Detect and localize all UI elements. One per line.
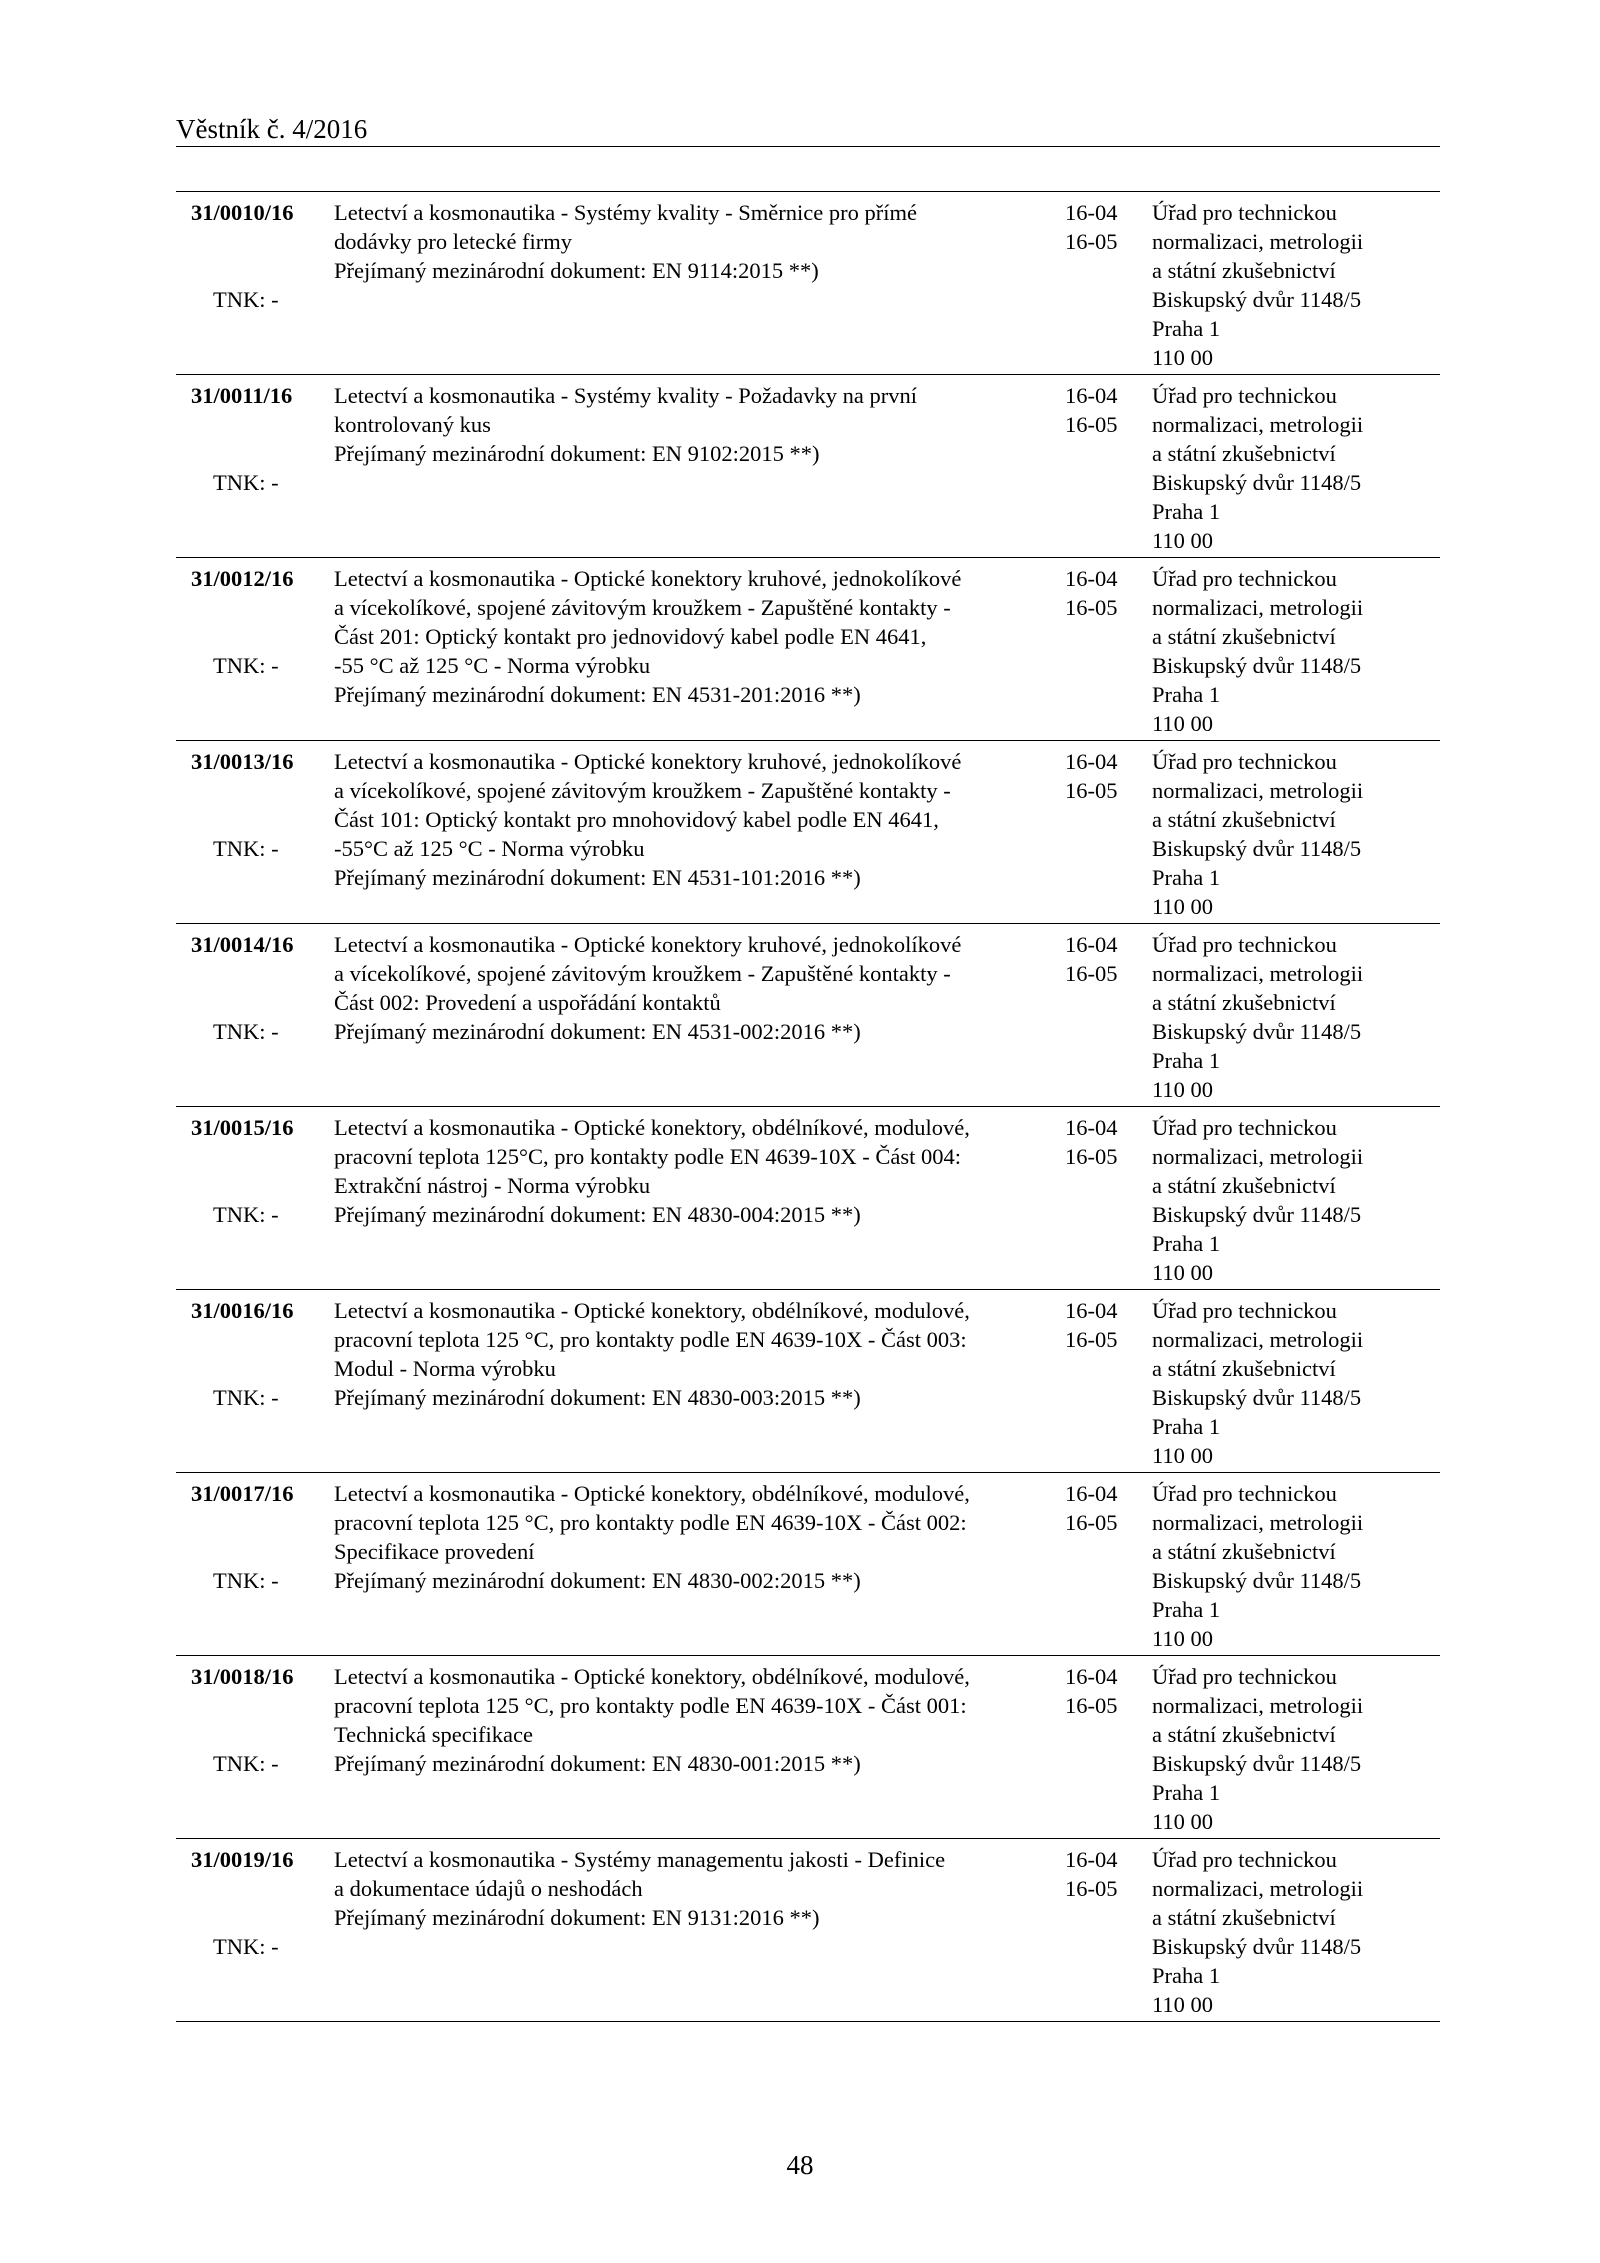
- entry-codes: [1065, 1113, 1118, 1171]
- description-line: dodávky pro letecké firmy: [334, 229, 573, 254]
- office-line: normalizaci, metrologii: [1152, 778, 1364, 803]
- office-line: Úřad pro technickou: [1152, 1847, 1337, 1872]
- office-line: Úřad pro technickou: [1152, 200, 1337, 225]
- entry-description: [334, 564, 1024, 709]
- entry-codes: [1065, 564, 1118, 622]
- standard-entry: [176, 1107, 1440, 1290]
- standard-entry: [176, 1473, 1440, 1656]
- office-line: Biskupský dvůr 1148/5: [1152, 1934, 1362, 1959]
- description-line: Letectví a kosmonautika - Systémy kvality - Směrnice pro přímé: [334, 200, 917, 225]
- office-line: Biskupský dvůr 1148/5: [1152, 1019, 1362, 1044]
- office-line: 110 00: [1152, 528, 1214, 553]
- entry-office-address: [1152, 1662, 1440, 1836]
- office-line: normalizaci, metrologii: [1152, 595, 1364, 620]
- office-line: normalizaci, metrologii: [1152, 1510, 1364, 1535]
- code-line: 16-04: [1065, 1847, 1118, 1872]
- standard-entry: [176, 1839, 1440, 2022]
- code-line: 16-05: [1065, 778, 1118, 803]
- description-line: Přejímaný mezinárodní dokument: EN 9131:2016 **): [334, 1905, 820, 1930]
- description-line: Přejímaný mezinárodní dokument: EN 4830-003:2015 **): [334, 1385, 861, 1410]
- office-line: Úřad pro technickou: [1152, 1298, 1337, 1323]
- office-line: Biskupský dvůr 1148/5: [1152, 287, 1362, 312]
- entry-office-address: [1152, 1113, 1440, 1287]
- office-line: Praha 1: [1152, 1597, 1221, 1622]
- office-line: 110 00: [1152, 1260, 1214, 1285]
- entry-number: 31/0011/16: [191, 383, 293, 408]
- entry-tnk: TNK: -: [213, 470, 279, 495]
- office-line: 110 00: [1152, 1809, 1214, 1834]
- description-line: pracovní teplota 125 °C, pro kontakty podle EN 4639-10X - Část 001:: [334, 1693, 967, 1718]
- entry-description: [334, 1296, 1024, 1412]
- code-line: 16-04: [1065, 1481, 1118, 1506]
- entry-codes: [1065, 198, 1118, 256]
- standards-list: [176, 192, 1440, 2022]
- code-line: 16-04: [1065, 932, 1118, 957]
- entry-tnk: TNK: -: [213, 653, 279, 678]
- entry-description: [334, 381, 1024, 468]
- entry-description: [334, 1113, 1024, 1229]
- entry-number: 31/0017/16: [191, 1481, 294, 1506]
- description-line: Letectví a kosmonautika - Optické konektory kruhové, jednokolíkové: [334, 749, 962, 774]
- office-line: 110 00: [1152, 711, 1214, 736]
- entry-office-address: [1152, 1845, 1440, 2019]
- office-line: Úřad pro technickou: [1152, 749, 1337, 774]
- description-line: Extrakční nástroj - Norma výrobku: [334, 1173, 651, 1198]
- office-line: Praha 1: [1152, 316, 1221, 341]
- entry-description: [334, 1845, 1024, 1932]
- office-line: a státní zkušebnictví: [1152, 624, 1336, 649]
- description-line: Technická specifikace: [334, 1722, 533, 1747]
- description-line: kontrolovaný kus: [334, 412, 491, 437]
- entry-number: 31/0012/16: [191, 566, 294, 591]
- code-line: 16-04: [1065, 749, 1118, 774]
- description-line: pracovní teplota 125 °C, pro kontakty podle EN 4639-10X - Část 003:: [334, 1327, 967, 1352]
- code-line: 16-04: [1065, 566, 1118, 591]
- description-line: a vícekolíkové, spojené závitovým kroužkem - Zapuštěné kontakty -: [334, 961, 951, 986]
- entry-tnk: TNK: -: [213, 1934, 279, 1959]
- description-line: Letectví a kosmonautika - Optické konektory, obdélníkové, modulové,: [334, 1298, 970, 1323]
- code-line: 16-05: [1065, 229, 1118, 254]
- office-line: normalizaci, metrologii: [1152, 412, 1364, 437]
- description-line: a vícekolíkové, spojené závitovým kroužkem - Zapuštěné kontakty -: [334, 778, 951, 803]
- office-line: 110 00: [1152, 1992, 1214, 2017]
- header-title: Věstník č. 4/2016: [176, 114, 368, 144]
- entry-number: 31/0013/16: [191, 749, 294, 774]
- office-line: a státní zkušebnictví: [1152, 1905, 1336, 1930]
- description-line: pracovní teplota 125°C, pro kontakty podle EN 4639-10X - Část 004:: [334, 1144, 962, 1169]
- office-line: Praha 1: [1152, 1414, 1221, 1439]
- standard-entry: [176, 192, 1440, 375]
- entry-number: 31/0019/16: [191, 1847, 294, 1872]
- entry-office-address: [1152, 381, 1440, 555]
- entry-codes: [1065, 930, 1118, 988]
- entry-number: 31/0018/16: [191, 1664, 294, 1689]
- entry-description: [334, 1479, 1024, 1595]
- office-line: 110 00: [1152, 1626, 1214, 1651]
- office-line: Biskupský dvůr 1148/5: [1152, 470, 1362, 495]
- code-line: 16-05: [1065, 1144, 1118, 1169]
- description-line: Přejímaný mezinárodní dokument: EN 4531-101:2016 **): [334, 865, 861, 890]
- office-line: Úřad pro technickou: [1152, 383, 1337, 408]
- code-line: 16-05: [1065, 1876, 1118, 1901]
- page-header: [176, 112, 1440, 147]
- entry-description: [334, 198, 1024, 285]
- office-line: 110 00: [1152, 894, 1214, 919]
- entry-tnk: TNK: -: [213, 836, 279, 861]
- description-line: a vícekolíkové, spojené závitovým kroužkem - Zapuštěné kontakty -: [334, 595, 951, 620]
- entry-description: [334, 930, 1024, 1046]
- entry-tnk: TNK: -: [213, 1019, 279, 1044]
- office-line: Praha 1: [1152, 682, 1221, 707]
- description-line: Přejímaný mezinárodní dokument: EN 4830-001:2015 **): [334, 1751, 861, 1776]
- standard-entry: [176, 924, 1440, 1107]
- entry-codes: [1065, 1662, 1118, 1720]
- standard-entry: [176, 558, 1440, 741]
- code-line: 16-05: [1065, 1510, 1118, 1535]
- office-line: normalizaci, metrologii: [1152, 229, 1364, 254]
- office-line: a státní zkušebnictví: [1152, 1356, 1336, 1381]
- entry-tnk: TNK: -: [213, 1568, 279, 1593]
- standard-entry: [176, 741, 1440, 924]
- description-line: Letectví a kosmonautika - Optické konektory kruhové, jednokolíkové: [334, 932, 962, 957]
- office-line: 110 00: [1152, 1443, 1214, 1468]
- entry-codes: [1065, 747, 1118, 805]
- office-line: Úřad pro technickou: [1152, 932, 1337, 957]
- office-line: Úřad pro technickou: [1152, 1664, 1337, 1689]
- entry-tnk: TNK: -: [213, 1202, 279, 1227]
- office-line: Praha 1: [1152, 1231, 1221, 1256]
- office-line: Biskupský dvůr 1148/5: [1152, 1202, 1362, 1227]
- entry-tnk: TNK: -: [213, 1385, 279, 1410]
- entry-office-address: [1152, 747, 1440, 921]
- description-line: Přejímaný mezinárodní dokument: EN 4531-201:2016 **): [334, 682, 861, 707]
- office-line: a státní zkušebnictví: [1152, 1539, 1336, 1564]
- entry-tnk: TNK: -: [213, 287, 279, 312]
- entry-number: 31/0015/16: [191, 1115, 294, 1140]
- office-line: a státní zkušebnictví: [1152, 441, 1336, 466]
- entry-office-address: [1152, 1296, 1440, 1470]
- description-line: Přejímaný mezinárodní dokument: EN 4830-004:2015 **): [334, 1202, 861, 1227]
- office-line: Praha 1: [1152, 1963, 1221, 1988]
- office-line: Biskupský dvůr 1148/5: [1152, 836, 1362, 861]
- entry-description: [334, 747, 1024, 892]
- description-line: Přejímaný mezinárodní dokument: EN 4531-002:2016 **): [334, 1019, 861, 1044]
- office-line: 110 00: [1152, 345, 1214, 370]
- entry-description: [334, 1662, 1024, 1778]
- office-line: Praha 1: [1152, 1048, 1221, 1073]
- office-line: Praha 1: [1152, 1780, 1221, 1805]
- code-line: 16-04: [1065, 200, 1118, 225]
- description-line: Část 201: Optický kontakt pro jednovidový kabel podle EN 4641,: [334, 624, 927, 649]
- entry-office-address: [1152, 198, 1440, 372]
- description-line: Přejímaný mezinárodní dokument: EN 4830-002:2015 **): [334, 1568, 861, 1593]
- office-line: Biskupský dvůr 1148/5: [1152, 1751, 1362, 1776]
- description-line: Část 101: Optický kontakt pro mnohovidový kabel podle EN 4641,: [334, 807, 939, 832]
- office-line: a státní zkušebnictví: [1152, 1173, 1336, 1198]
- office-line: a státní zkušebnictví: [1152, 807, 1336, 832]
- description-line: -55°C až 125 °C - Norma výrobku: [334, 836, 645, 861]
- office-line: normalizaci, metrologii: [1152, 1693, 1364, 1718]
- description-line: Letectví a kosmonautika - Optické konektory, obdélníkové, modulové,: [334, 1664, 970, 1689]
- description-line: Přejímaný mezinárodní dokument: EN 9102:2015 **): [334, 441, 820, 466]
- description-line: Letectví a kosmonautika - Systémy kvality - Požadavky na první: [334, 383, 917, 408]
- entry-codes: [1065, 1845, 1118, 1903]
- standard-entry: [176, 375, 1440, 558]
- office-line: Biskupský dvůr 1148/5: [1152, 653, 1362, 678]
- description-line: Letectví a kosmonautika - Optické konektory, obdélníkové, modulové,: [334, 1115, 970, 1140]
- code-line: 16-05: [1065, 961, 1118, 986]
- entry-codes: [1065, 381, 1118, 439]
- office-line: Úřad pro technickou: [1152, 1481, 1337, 1506]
- office-line: normalizaci, metrologii: [1152, 1144, 1364, 1169]
- entry-number: 31/0016/16: [191, 1298, 294, 1323]
- code-line: 16-05: [1065, 595, 1118, 620]
- standard-entry: [176, 1290, 1440, 1473]
- code-line: 16-05: [1065, 412, 1118, 437]
- description-line: Specifikace provedení: [334, 1539, 535, 1564]
- code-line: 16-05: [1065, 1327, 1118, 1352]
- entry-codes: [1065, 1479, 1118, 1537]
- description-line: a dokumentace údajů o neshodách: [334, 1876, 643, 1901]
- office-line: Praha 1: [1152, 499, 1221, 524]
- standard-entry: [176, 1656, 1440, 1839]
- description-line: Letectví a kosmonautika - Systémy managementu jakosti - Definice: [334, 1847, 946, 1872]
- code-line: 16-05: [1065, 1693, 1118, 1718]
- entry-codes: [1065, 1296, 1118, 1354]
- code-line: 16-04: [1065, 1664, 1118, 1689]
- entry-office-address: [1152, 1479, 1440, 1653]
- office-line: a státní zkušebnictví: [1152, 258, 1336, 283]
- office-line: 110 00: [1152, 1077, 1214, 1102]
- entry-office-address: [1152, 930, 1440, 1104]
- office-line: normalizaci, metrologii: [1152, 1327, 1364, 1352]
- description-line: Letectví a kosmonautika - Optické konektory, obdélníkové, modulové,: [334, 1481, 970, 1506]
- entry-office-address: [1152, 564, 1440, 738]
- entry-tnk: TNK: -: [213, 1751, 279, 1776]
- office-line: Praha 1: [1152, 865, 1221, 890]
- entry-number: 31/0010/16: [191, 200, 294, 225]
- description-line: Letectví a kosmonautika - Optické konektory kruhové, jednokolíkové: [334, 566, 962, 591]
- office-line: Biskupský dvůr 1148/5: [1152, 1385, 1362, 1410]
- code-line: 16-04: [1065, 1298, 1118, 1323]
- code-line: 16-04: [1065, 383, 1118, 408]
- office-line: normalizaci, metrologii: [1152, 1876, 1364, 1901]
- entry-number: 31/0014/16: [191, 932, 294, 957]
- office-line: Úřad pro technickou: [1152, 566, 1337, 591]
- office-line: Biskupský dvůr 1148/5: [1152, 1568, 1362, 1593]
- description-line: pracovní teplota 125 °C, pro kontakty podle EN 4639-10X - Část 002:: [334, 1510, 967, 1535]
- description-line: Část 002: Provedení a uspořádání kontaktů: [334, 990, 721, 1015]
- description-line: Přejímaný mezinárodní dokument: EN 9114:2015 **): [334, 258, 819, 283]
- description-line: -55 °C až 125 °C - Norma výrobku: [334, 653, 651, 678]
- office-line: normalizaci, metrologii: [1152, 961, 1364, 986]
- description-line: Modul - Norma výrobku: [334, 1356, 556, 1381]
- page-number: 48: [786, 2150, 814, 2180]
- office-line: a státní zkušebnictví: [1152, 990, 1336, 1015]
- office-line: Úřad pro technickou: [1152, 1115, 1337, 1140]
- office-line: a státní zkušebnictví: [1152, 1722, 1336, 1747]
- code-line: 16-04: [1065, 1115, 1118, 1140]
